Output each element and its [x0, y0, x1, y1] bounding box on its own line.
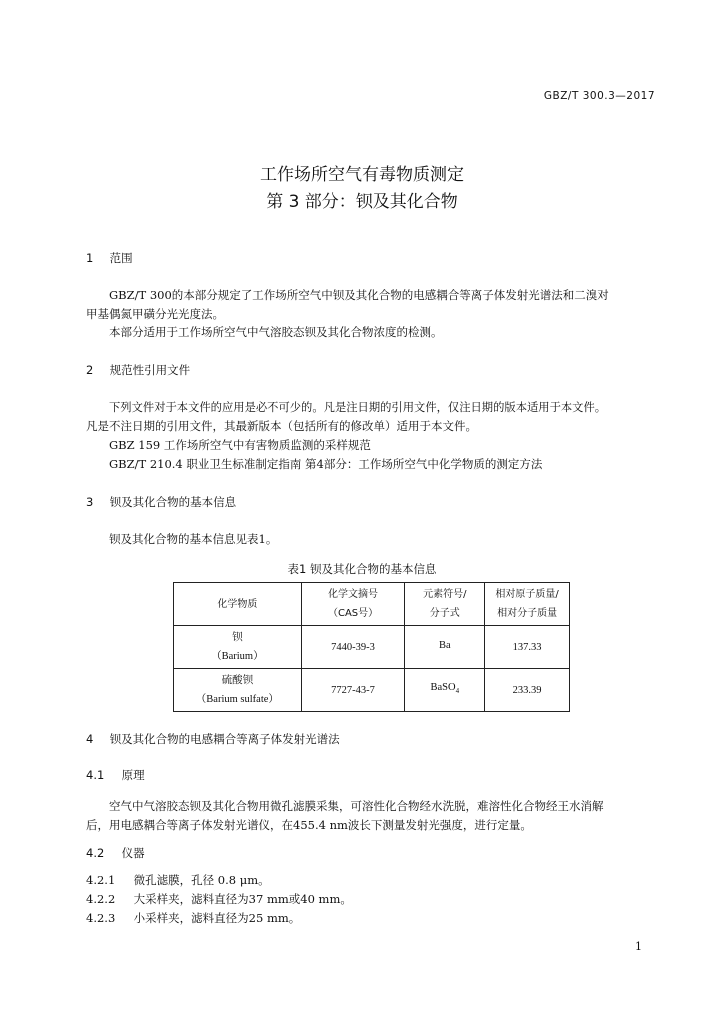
- cell-chemical: [174, 626, 302, 669]
- section-number: 4.1: [86, 768, 105, 782]
- header-mass: [485, 583, 570, 626]
- section-title: 钡及其化合物的基本信息: [109, 495, 237, 509]
- section-4-heading: [86, 731, 340, 747]
- formula-main: BaSO: [430, 682, 456, 694]
- section-4-1-heading: [86, 767, 145, 783]
- section-number: 2: [86, 363, 94, 377]
- cell-cas: 7440-39-3: [301, 626, 405, 669]
- formula-subscript: 4: [455, 687, 460, 696]
- reference-gbz-159: GBZ 159 工作场所空气中有害物质监测的采样规范: [109, 438, 371, 452]
- section-number: 4: [86, 732, 94, 746]
- header-cas: [301, 583, 405, 626]
- cell-mass: 137.33: [485, 626, 570, 669]
- section-title: 范围: [109, 251, 133, 265]
- table-1-caption: 表1 钡及其化合物的基本信息: [287, 562, 437, 576]
- cell-mass: 233.39: [485, 669, 570, 712]
- section-1-heading: [86, 250, 133, 266]
- section-2-paragraph-line-2: 凡是不注日期的引用文件，其最新版本（包括所有的修改单）适用于本文件。: [86, 419, 477, 433]
- chemical-name-cn: 硫酸钡: [221, 675, 254, 686]
- header-mass-line-1: 相对原子质量/: [495, 589, 559, 600]
- section-1-paragraph-1-line-2: 甲基偶氮甲磺分光光度法。: [86, 307, 224, 321]
- section-2-heading: [86, 362, 190, 378]
- section-3-paragraph: 钡及其化合物的基本信息见表1。: [109, 532, 278, 546]
- section-4-1-line-2: 后，用电感耦合等离子体发射光谱仪，在455.4 nm波长下测量发射光强度，进行定量。: [86, 818, 532, 832]
- section-1-paragraph-1-line-1: GBZ/T 300的本部分规定了工作场所空气中钡及其化合物的电感耦合等离子体发射光谱法和二溴对: [109, 288, 609, 302]
- item-text: 微孔滤膜，孔径 0.8 μm。: [133, 873, 270, 887]
- reference-gbz-t-210-4: GBZ/T 210.4 职业卫生标准制定指南 第4部分：工作场所空气中化学物质的测定方法: [109, 457, 543, 471]
- list-item: [86, 910, 300, 926]
- item-number: 4.2.2: [86, 892, 116, 906]
- header-chemical-text: 化学物质: [217, 598, 258, 610]
- chemical-name-cn: 钡: [232, 632, 243, 643]
- header-formula: [405, 583, 485, 626]
- table-header-row: [174, 583, 570, 626]
- header-formula-line-1: 元素符号/: [423, 589, 467, 600]
- cell-cas: 7727-43-7: [301, 669, 405, 712]
- section-title: 原理: [121, 768, 145, 782]
- table-row: [174, 626, 570, 669]
- standard-number: GBZ/T 300.3—2017: [543, 90, 655, 102]
- header-cas-line-1: 化学文摘号: [328, 589, 379, 600]
- list-item: [86, 872, 270, 888]
- document-title: 工作场所空气有毒物质测定: [260, 165, 464, 185]
- chemical-name-en: （Barium）: [211, 651, 264, 662]
- list-item: [86, 891, 352, 907]
- section-number: 1: [86, 251, 94, 265]
- table-1: [173, 582, 570, 712]
- section-4-2-heading: [86, 845, 145, 861]
- section-2-paragraph-line-1: 下列文件对于本文件的应用是必不可少的。凡是注日期的引用文件，仅注日期的版本适用于本文件。: [109, 401, 607, 414]
- section-title: 仪器: [121, 846, 145, 860]
- item-text: 大采样夹，滤料直径为37 mm或40 mm。: [133, 892, 352, 906]
- section-1-paragraph-2: 本部分适用于工作场所空气中气溶胶态钡及其化合物浓度的检测。: [109, 325, 443, 339]
- formula-main: Ba: [438, 639, 451, 651]
- section-3-heading: [86, 494, 236, 510]
- chemical-name-en: （Barium sulfate）: [195, 694, 279, 705]
- document-subtitle: 第 3 部分：钡及其化合物: [266, 192, 458, 212]
- section-number: 4.2: [86, 846, 105, 860]
- header-formula-line-2: 分子式: [429, 608, 460, 619]
- header-chemical: [174, 583, 302, 626]
- page-number: 1: [635, 940, 642, 953]
- section-number: 3: [86, 495, 94, 509]
- table-row: [174, 669, 570, 712]
- section-title: 规范性引用文件: [109, 363, 191, 377]
- header-mass-line-2: 相对分子质量: [497, 608, 558, 619]
- item-number: 4.2.3: [86, 911, 116, 925]
- header-cas-line-2: （CAS号）: [327, 608, 379, 619]
- cell-formula: [405, 626, 485, 669]
- item-number: 4.2.1: [86, 873, 116, 887]
- section-title: 钡及其化合物的电感耦合等离子体发射光谱法: [109, 732, 340, 746]
- cell-chemical: [174, 669, 302, 712]
- cell-formula: [405, 669, 485, 712]
- item-text: 小采样夹，滤料直径为25 mm。: [133, 911, 301, 925]
- section-4-1-line-1: 空气中气溶胶态钡及其化合物用微孔滤膜采集，可溶性化合物经水洗脱，难溶性化合物经王水消解: [109, 799, 604, 813]
